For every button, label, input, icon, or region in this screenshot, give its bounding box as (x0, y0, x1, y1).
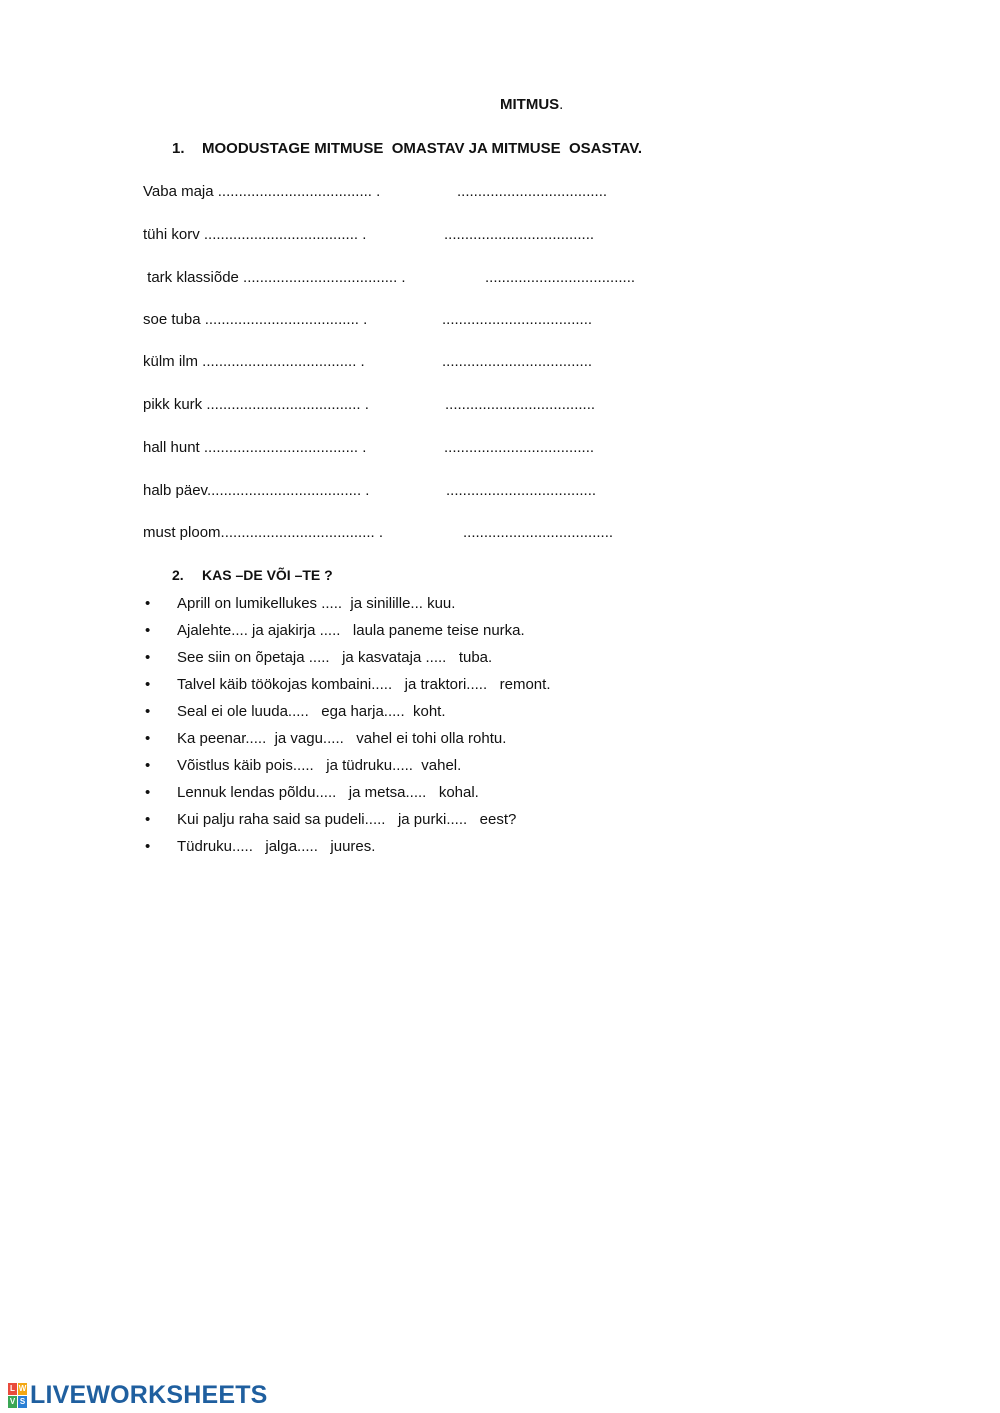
row-phrase[interactable]: halb päev..................................... . (143, 482, 370, 499)
list-item (143, 806, 550, 833)
exercise-row (143, 353, 365, 370)
bullet-icon: • (145, 811, 151, 828)
page-title-text: MITMUS (500, 96, 560, 113)
sentence-text[interactable]: Talvel käib töökojas kombaini..... ja traktori..... remont. (177, 676, 551, 693)
row-phrase[interactable]: tühi korv ..................................... . (143, 226, 367, 243)
row-phrase[interactable]: külm ilm ..................................... . (143, 353, 365, 370)
exercise-row (143, 439, 366, 456)
sentence-text[interactable]: Lennuk lendas põldu..... ja metsa..... kohal. (177, 784, 479, 801)
row-phrase[interactable]: must ploom..................................... . (143, 524, 384, 541)
bullet-icon: • (145, 757, 151, 774)
logo-text: LIVEWORKSHEETS (30, 1380, 268, 1409)
logo-block: S (19, 1396, 26, 1406)
list-item (143, 779, 550, 806)
list-item (143, 644, 550, 671)
row-phrase[interactable]: soe tuba ..................................... . (143, 311, 368, 328)
sentence-text[interactable]: Tüdruku..... jalga..... juures. (177, 838, 376, 855)
row-answer-blank[interactable]: .................................... (442, 353, 593, 370)
row-answer-blank[interactable]: .................................... (463, 524, 614, 541)
row-answer-blank[interactable]: .................................... (444, 439, 595, 456)
bullet-icon: • (145, 838, 151, 855)
sentence-text[interactable]: Kui palju raha said sa pudeli..... ja purki..... eest? (177, 811, 517, 828)
bullet-icon: • (145, 622, 151, 639)
bullet-icon: • (145, 676, 151, 693)
list-item (143, 752, 550, 779)
list-item (143, 617, 550, 644)
logo-block: W (18, 1383, 27, 1393)
bullet-icon: • (145, 595, 151, 612)
list-item (143, 698, 550, 725)
section1-number: 1. (172, 140, 185, 157)
page-title-dot: . (559, 96, 564, 113)
exercise-row (143, 226, 366, 243)
list-item (143, 833, 550, 860)
section1-heading-text: MOODUSTAGE MITMUSE OMASTAV JA MITMUSE OSASTAV. (202, 140, 643, 157)
row-phrase[interactable]: pikk kurk ..................................... . (143, 396, 369, 413)
list-item (143, 725, 550, 752)
list-item (143, 590, 550, 617)
logo-block: L (8, 1383, 17, 1395)
section2-heading-text: KAS –DE VÕI –TE ? (202, 567, 333, 583)
sentence-list (143, 590, 550, 860)
sentence-text[interactable]: Seal ei ole luuda..... ega harja..... koht. (177, 703, 446, 720)
bullet-icon: • (145, 730, 151, 747)
row-answer-blank[interactable]: .................................... (444, 226, 595, 243)
row-answer-blank[interactable]: .................................... (445, 396, 596, 413)
exercise-row (143, 183, 380, 200)
bullet-icon: • (145, 703, 151, 720)
section2-number: 2. (172, 567, 184, 583)
row-answer-blank[interactable]: .................................... (485, 269, 636, 286)
sentence-text[interactable]: See siin on õpetaja ..... ja kasvataja ..... tuba. (177, 649, 493, 666)
row-answer-blank[interactable]: .................................... (446, 482, 597, 499)
exercise-row (143, 482, 369, 499)
section1-heading (172, 140, 642, 157)
sentence-text[interactable]: Ajalehte.... ja ajakirja ..... laula paneme teise nurka. (177, 622, 525, 639)
bullet-icon: • (145, 784, 151, 801)
liveworksheets-logo[interactable] (8, 1380, 268, 1410)
exercise-row (143, 396, 369, 413)
row-phrase[interactable]: tark klassiõde ..................................... . (143, 269, 406, 286)
row-phrase[interactable]: hall hunt ..................................... . (143, 439, 367, 456)
list-item (143, 671, 550, 698)
exercise-row (143, 269, 406, 286)
sentence-text[interactable]: Ka peenar..... ja vagu..... vahel ei tohi olla rohtu. (177, 730, 507, 747)
row-phrase[interactable]: Vaba maja ..................................... . (143, 183, 381, 200)
exercise-row (143, 311, 367, 328)
row-answer-blank[interactable]: .................................... (457, 183, 608, 200)
exercise-row (143, 524, 383, 541)
section2-heading (172, 567, 333, 583)
logo-blocks-icon (8, 1383, 27, 1408)
logo-block: V (9, 1396, 16, 1406)
row-answer-blank[interactable]: .................................... (442, 311, 593, 328)
bullet-icon: • (145, 649, 151, 666)
page-title (500, 96, 563, 113)
sentence-text[interactable]: Võistlus käib pois..... ja tüdruku..... vahel. (177, 757, 462, 774)
sentence-text[interactable]: Aprill on lumikellukes ..... ja sinilille... kuu. (177, 595, 456, 612)
